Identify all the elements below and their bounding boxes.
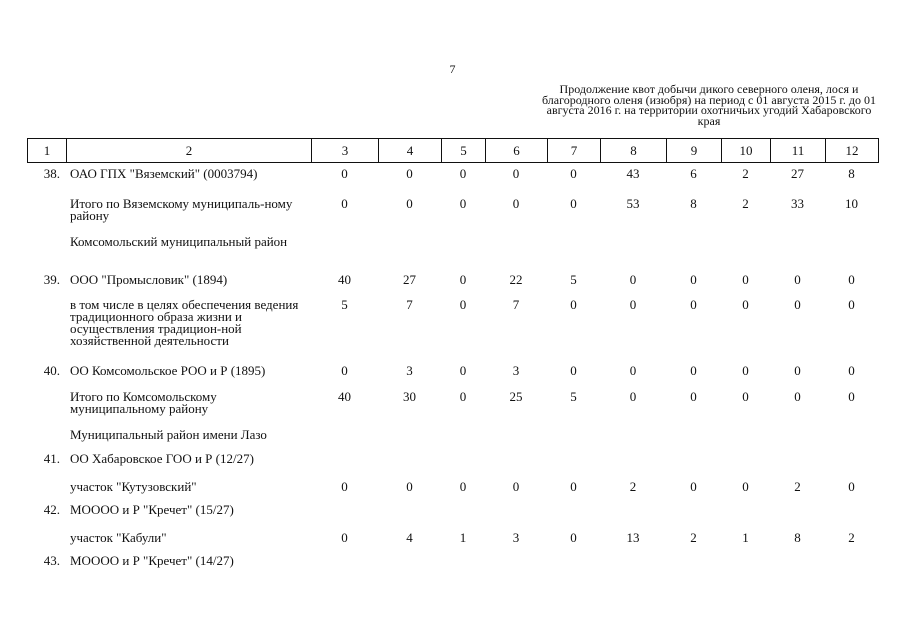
value-cell: 2	[629, 479, 637, 494]
header-cell: 6	[486, 139, 548, 163]
row-number: 41.	[43, 451, 60, 466]
value-cell	[311, 504, 378, 532]
row-name-cell	[66, 198, 311, 236]
value-cell	[825, 429, 878, 453]
value-cell: 0	[406, 479, 413, 494]
value-cell: 0	[341, 196, 348, 211]
value-cell	[721, 453, 770, 481]
value-cell: 0	[742, 479, 749, 494]
value-cell: 0	[341, 479, 348, 494]
table-row	[27, 274, 878, 299]
value-cell	[770, 453, 825, 481]
value-cell	[825, 453, 878, 481]
value-cell: 0	[794, 389, 801, 404]
row-name: ОО Комсомольское РОО и Р (1895)	[70, 363, 266, 378]
row-number	[27, 429, 66, 453]
row-name-cell	[66, 391, 311, 429]
value-cell: 0	[570, 196, 577, 211]
header-cell: 9	[667, 139, 722, 163]
value-cell: 0	[848, 363, 855, 378]
table-row	[27, 532, 878, 555]
value-cell: 8	[690, 196, 697, 211]
header-cell: 10	[722, 139, 771, 163]
value-cell: 0	[512, 166, 520, 181]
value-cell: 40	[338, 272, 351, 287]
value-cell: 2	[742, 196, 749, 211]
row-number: 42.	[43, 502, 60, 517]
value-cell	[721, 555, 770, 575]
row-number	[27, 532, 66, 555]
value-cell: 22	[509, 272, 523, 287]
value-cell: 25	[509, 389, 523, 404]
value-cell: 0	[406, 196, 413, 211]
value-cell: 0	[742, 272, 749, 287]
value-cell: 3	[512, 363, 520, 378]
value-cell	[441, 429, 485, 453]
value-cell	[485, 236, 547, 274]
header-row	[28, 139, 879, 163]
value-cell	[600, 453, 666, 481]
header-cell: 5	[442, 139, 486, 163]
table-row	[27, 168, 878, 198]
value-cell	[825, 504, 878, 532]
value-cell	[311, 236, 378, 274]
value-cell: 0	[629, 363, 637, 378]
row-number	[27, 481, 66, 504]
header-cell: 3	[312, 139, 379, 163]
value-cell	[721, 236, 770, 274]
value-cell	[441, 453, 485, 481]
value-cell	[485, 453, 547, 481]
value-cell: 7	[406, 297, 413, 312]
table-caption: Продолжение квот добычи дикого северного оленя, лося и благородного оленя (изюбря) на период с 01 августа 2015 г. до 01 августа 2016 г. на территории охотничьих угодий Хабаровского края	[541, 82, 877, 128]
value-cell: 8	[848, 166, 855, 181]
value-cell	[666, 555, 721, 575]
value-cell: 0	[690, 272, 697, 287]
value-cell: 0	[512, 196, 520, 211]
value-cell: 0	[512, 479, 520, 494]
value-cell: 43	[626, 166, 640, 181]
row-name-cell	[66, 236, 311, 274]
value-cell	[378, 236, 441, 274]
value-cell: 0	[848, 272, 855, 287]
value-cell: 0	[570, 363, 577, 378]
row-name-cell	[66, 365, 311, 391]
row-name: Итого по Комсомольскому муниципальному району	[70, 389, 217, 416]
value-cell: 53	[626, 196, 640, 211]
value-cell: 0	[459, 196, 467, 211]
table-row	[27, 236, 878, 274]
value-cell: 0	[848, 389, 855, 404]
row-number	[27, 391, 66, 429]
value-cell	[666, 453, 721, 481]
value-cell	[485, 504, 547, 532]
value-cell: 0	[459, 389, 467, 404]
table-row	[27, 391, 878, 429]
value-cell	[825, 236, 878, 274]
value-cell	[441, 555, 485, 575]
row-number: 43.	[43, 553, 60, 568]
header-cell: 1	[28, 139, 67, 163]
value-cell: 0	[341, 363, 348, 378]
value-cell	[600, 555, 666, 575]
value-cell	[378, 429, 441, 453]
row-name-cell	[66, 555, 311, 575]
value-cell	[721, 429, 770, 453]
value-cell: 40	[338, 389, 351, 404]
row-number	[27, 198, 66, 236]
header-cell: 12	[826, 139, 879, 163]
value-cell: 2	[848, 530, 855, 545]
header-cell: 4	[379, 139, 442, 163]
row-name: в том числе в целях обеспечения ведения традиционного образа жизни и осуществления традицион-ной хозяйственной деятельности	[70, 297, 299, 348]
row-name: МОООО и Р "Кречет" (15/27)	[70, 502, 234, 517]
value-cell	[547, 429, 600, 453]
value-cell: 0	[629, 272, 637, 287]
value-cell	[825, 555, 878, 575]
header-cell: 2	[67, 139, 312, 163]
value-cell: 5	[570, 272, 577, 287]
value-cell: 10	[845, 196, 858, 211]
value-cell	[666, 504, 721, 532]
value-cell: 0	[570, 166, 577, 181]
header-cell: 7	[548, 139, 601, 163]
value-cell: 0	[794, 272, 801, 287]
value-cell: 0	[459, 272, 467, 287]
value-cell	[770, 555, 825, 575]
value-cell: 0	[742, 297, 749, 312]
row-name: МОООО и Р "Кречет" (14/27)	[70, 553, 234, 568]
value-cell	[547, 504, 600, 532]
table-row	[27, 555, 878, 575]
value-cell: 2	[690, 530, 697, 545]
value-cell: 0	[848, 297, 855, 312]
value-cell: 0	[459, 363, 467, 378]
value-cell	[547, 236, 600, 274]
table-row	[27, 429, 878, 453]
value-cell: 2	[742, 166, 749, 181]
table-row	[27, 198, 878, 236]
value-cell	[485, 555, 547, 575]
value-cell: 0	[459, 166, 467, 181]
value-cell	[378, 504, 441, 532]
value-cell	[770, 236, 825, 274]
value-cell	[600, 429, 666, 453]
row-number: 40.	[43, 363, 60, 378]
value-cell: 0	[742, 363, 749, 378]
header-cell: 11	[771, 139, 826, 163]
row-name-cell	[66, 504, 311, 532]
value-cell	[547, 555, 600, 575]
value-cell	[600, 504, 666, 532]
value-cell: 0	[629, 297, 637, 312]
value-cell	[441, 504, 485, 532]
value-cell: 2	[794, 479, 801, 494]
value-cell: 5	[570, 389, 577, 404]
value-cell: 0	[794, 363, 801, 378]
table-row	[27, 299, 878, 365]
value-cell: 6	[690, 166, 697, 181]
page-number: 7	[449, 62, 456, 76]
value-cell	[311, 429, 378, 453]
row-name: Комсомольский муниципальный район	[70, 234, 288, 249]
value-cell	[378, 453, 441, 481]
value-cell: 30	[403, 389, 416, 404]
value-cell: 0	[341, 166, 348, 181]
value-cell	[666, 236, 721, 274]
value-cell: 7	[512, 297, 520, 312]
value-cell: 0	[459, 479, 467, 494]
value-cell: 0	[406, 166, 413, 181]
table-row	[27, 365, 878, 391]
value-cell: 0	[690, 479, 697, 494]
value-cell: 0	[570, 297, 577, 312]
row-name-cell	[66, 299, 311, 365]
row-name: ОО Хабаровское ГОО и Р (12/27)	[70, 451, 254, 466]
row-number	[27, 236, 66, 274]
table-row	[27, 481, 878, 504]
value-cell: 27	[403, 272, 416, 287]
row-name-cell	[66, 532, 311, 555]
table-row	[27, 504, 878, 532]
row-name: участок "Кабули"	[70, 530, 167, 545]
value-cell: 0	[794, 297, 801, 312]
value-cell: 0	[690, 389, 697, 404]
value-cell	[770, 429, 825, 453]
row-name: ОАО ГПХ "Вяземский" (0003794)	[70, 166, 258, 181]
value-cell: 33	[791, 196, 804, 211]
row-number: 38.	[43, 166, 60, 181]
value-cell	[441, 236, 485, 274]
value-cell: 0	[570, 479, 577, 494]
row-name: Итого по Вяземскому муниципаль-ному району	[70, 196, 293, 223]
row-number: 39.	[43, 272, 60, 287]
value-cell: 3	[512, 530, 520, 545]
value-cell: 0	[690, 363, 697, 378]
value-cell: 0	[690, 297, 697, 312]
table-header	[27, 138, 879, 163]
row-name-cell	[66, 168, 311, 198]
row-name-cell	[66, 274, 311, 299]
quota-table-body	[27, 168, 878, 575]
value-cell: 0	[848, 479, 855, 494]
row-number	[27, 299, 66, 365]
value-cell: 0	[570, 530, 577, 545]
value-cell: 1	[742, 530, 749, 545]
value-cell: 4	[406, 530, 413, 545]
value-cell	[311, 453, 378, 481]
value-cell	[600, 236, 666, 274]
value-cell: 3	[406, 363, 413, 378]
value-cell	[721, 504, 770, 532]
value-cell: 8	[794, 530, 801, 545]
row-name: участок "Кутузовский"	[70, 479, 197, 494]
value-cell: 0	[341, 530, 348, 545]
row-name-cell	[66, 481, 311, 504]
value-cell: 0	[459, 297, 467, 312]
row-name: ООО "Промысловик" (1894)	[70, 272, 228, 287]
row-name-cell	[66, 453, 311, 481]
header-cell: 8	[601, 139, 667, 163]
value-cell: 27	[791, 166, 804, 181]
value-cell	[378, 555, 441, 575]
value-cell: 1	[459, 530, 467, 545]
row-name: Муниципальный район имени Лазо	[70, 427, 267, 442]
value-cell: 0	[629, 389, 637, 404]
value-cell	[485, 429, 547, 453]
value-cell	[547, 453, 600, 481]
value-cell	[311, 555, 378, 575]
value-cell: 13	[626, 530, 640, 545]
value-cell: 0	[742, 389, 749, 404]
value-cell	[770, 504, 825, 532]
table-row	[27, 453, 878, 481]
table-rows	[27, 168, 878, 575]
row-name-cell	[66, 429, 311, 453]
value-cell	[666, 429, 721, 453]
value-cell: 5	[341, 297, 348, 312]
